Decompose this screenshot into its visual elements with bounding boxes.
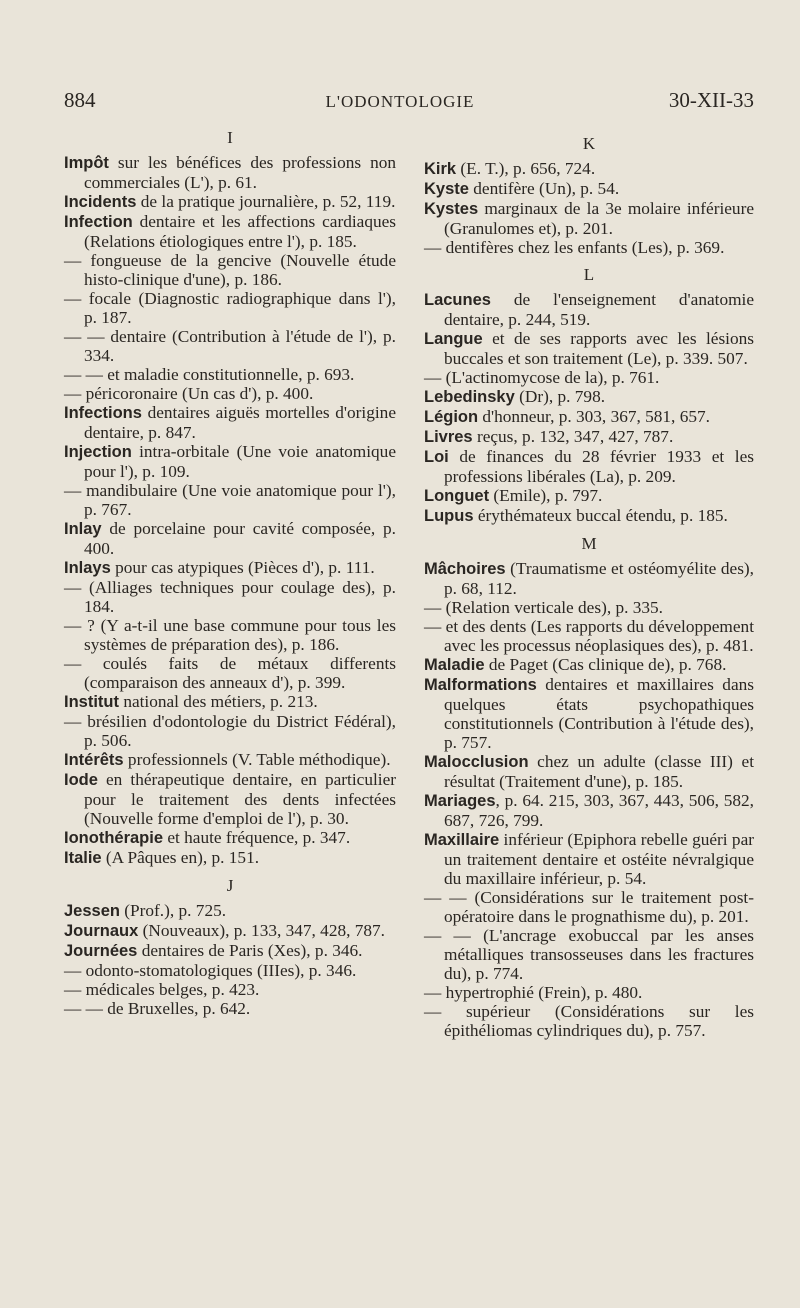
index-entry xyxy=(424,888,754,926)
index-entry xyxy=(424,752,754,791)
entry-text: — coulés faits de métaux differents (comparaison des anneaux d'), p. 399. xyxy=(64,654,396,692)
index-entry xyxy=(424,617,754,655)
entry-text: — — (Considérations sur le traitement post-opératoire dans le prognathisme du), p. 201. xyxy=(424,888,754,926)
entry-headword: Mariages xyxy=(424,792,496,810)
entry-text: — (Relation verticale des), p. 335. xyxy=(424,598,663,617)
entry-text: — dentifères chez les enfants (Les), p. 369. xyxy=(424,238,725,257)
section-letter: J xyxy=(226,876,234,895)
index-entry xyxy=(64,828,396,848)
entry-text: dentifère (Un), p. 54. xyxy=(468,179,620,198)
index-entry xyxy=(64,212,396,251)
entry-text: dentaires et maxillaires dans quelques états psychopathiques constitutionnels (Contribution à l'étude des), p. 757. xyxy=(444,675,754,752)
entry-text: (A Pâques en), p. 151. xyxy=(101,848,260,867)
index-entry xyxy=(424,506,754,526)
entry-text: (Emile), p. 797. xyxy=(489,486,603,505)
entry-headword: Journées xyxy=(64,942,138,960)
entry-text: (Prof.), p. 725. xyxy=(119,901,227,920)
entry-headword: Malformations xyxy=(424,676,537,694)
entry-text: — focale (Diagnostic radiographique dans l'), p. 187. xyxy=(64,289,396,327)
index-entry xyxy=(64,519,396,558)
index-entry xyxy=(64,365,396,384)
section-letter: I xyxy=(227,128,233,147)
entry-text: et haute fréquence, p. 347. xyxy=(163,828,351,847)
index-entry xyxy=(424,926,754,983)
entry-headword: Malocclusion xyxy=(424,753,529,771)
index-entry xyxy=(424,329,754,368)
entry-text: dentaires de Paris (Xes), p. 346. xyxy=(137,941,363,960)
journal-title: L'ODONTOLOGIE xyxy=(325,92,475,111)
index-entry xyxy=(64,578,396,616)
entry-text: de finances du 28 février 1933 et les professions libérales (La), p. 209. xyxy=(444,447,754,486)
issue-date: 30-XII-33 xyxy=(668,88,754,112)
index-entry xyxy=(64,442,396,481)
index-entry xyxy=(64,481,396,519)
index-entry xyxy=(64,712,396,750)
index-entry xyxy=(64,289,396,327)
entry-text: érythémateux buccal étendu, p. 185. xyxy=(473,506,728,525)
index-entry xyxy=(64,654,396,692)
index-entry xyxy=(64,692,396,712)
entry-headword: Lupus xyxy=(424,507,474,525)
entry-text: pour cas atypiques (Pièces d'), p. 111. xyxy=(110,558,375,577)
index-entry xyxy=(424,159,754,179)
index-entry xyxy=(64,961,396,980)
entry-headword: Inlay xyxy=(64,520,102,538)
entry-headword: Incidents xyxy=(64,193,137,211)
entry-headword: Lacunes xyxy=(424,291,491,309)
entry-text: — — de Bruxelles, p. 642. xyxy=(64,999,251,1018)
entry-text: (Nouveaux), p. 133, 347, 428, 787. xyxy=(138,921,385,940)
entry-text: — (L'actinomycose de la), p. 761. xyxy=(424,368,660,387)
index-entry xyxy=(64,980,396,999)
index-entry xyxy=(424,983,754,1002)
entry-text: reçus, p. 132, 347, 427, 787. xyxy=(472,427,674,446)
entry-headword: Langue xyxy=(424,330,483,348)
entry-text: , p. 64. 215, 303, 367, 443, 506, 582, 687, 726, 799. xyxy=(444,791,754,830)
index-entry xyxy=(64,616,396,654)
entry-text: — — (L'ancrage exobuccal par les anses métalliques transosseuses dans les fractures du), p. 774. xyxy=(424,926,754,983)
index-entry xyxy=(424,486,754,506)
entry-text: — (Alliages techniques pour coulage des), p. 184. xyxy=(64,578,396,616)
index-entry xyxy=(64,403,396,442)
entry-text: — — dentaire (Contribution à l'étude de l'), p. 334. xyxy=(64,327,396,365)
entry-headword: Kystes xyxy=(424,200,479,218)
index-entry xyxy=(64,153,396,192)
entry-text: et de ses rapports avec les lésions buccales et son traitement (Le), p. 339. 507. xyxy=(444,329,754,368)
index-entry xyxy=(64,941,396,961)
entry-headword: Infections xyxy=(64,404,142,422)
entry-headword: Ionothérapie xyxy=(64,829,164,847)
entry-text: — fongueuse de la gencive (Nouvelle étude histo-clinique d'une), p. 186. xyxy=(64,251,396,289)
entry-text: professionnels (V. Table méthodique). xyxy=(123,750,391,769)
index-entry xyxy=(424,447,754,486)
index-entry xyxy=(424,675,754,752)
index-entry xyxy=(64,251,396,289)
entry-headword: Journaux xyxy=(64,922,139,940)
index-entry xyxy=(64,558,396,578)
index-entry xyxy=(64,327,396,365)
entry-headword: Maxillaire xyxy=(424,831,500,849)
entry-text: — — et maladie constitutionnelle, p. 693. xyxy=(64,365,355,384)
entry-headword: Iode xyxy=(64,771,98,789)
entry-text: — mandibulaire (Une voie anatomique pour l'), p. 767. xyxy=(64,481,396,519)
index-entry xyxy=(64,384,396,403)
entry-headword: Injection xyxy=(64,443,132,461)
entry-headword: Légion xyxy=(424,408,479,426)
entry-text: inférieur (Epiphora rebelle guéri par un traitement dentaire et ostéite névralgique du maxillaire inférieur, p. 54. xyxy=(444,830,754,888)
entry-text: — odonto-stomatologiques (IIIes), p. 346. xyxy=(64,961,357,980)
entry-text: sur les bénéfices des professions non commerciales (L'), p. 61. xyxy=(84,153,396,192)
index-entry xyxy=(424,407,754,427)
entry-headword: Intérêts xyxy=(64,751,124,769)
index-entry xyxy=(424,238,754,257)
entry-headword: Livres xyxy=(424,428,473,446)
entry-text: (Dr), p. 798. xyxy=(514,387,606,406)
page-number: 884 xyxy=(64,88,96,112)
index-entry xyxy=(424,598,754,617)
index-entry xyxy=(64,192,396,212)
index-entry xyxy=(64,901,396,921)
index-entry xyxy=(424,179,754,199)
entry-text: de l'enseignement d'anatomie dentaire, p. 244, 519. xyxy=(444,290,754,329)
index-entry xyxy=(424,655,754,675)
entry-headword: Kyste xyxy=(424,180,469,198)
entry-text: (Traumatisme et ostéomyélite des), p. 68, 112. xyxy=(444,559,754,598)
entry-headword: Mâchoires xyxy=(424,560,506,578)
entry-text: intra-orbitale (Une voie anatomique pour l'), p. 109. xyxy=(84,442,396,481)
entry-text: marginaux de la 3e molaire inférieure (Granulomes et), p. 201. xyxy=(444,199,754,238)
index-entry xyxy=(424,559,754,598)
index-entry xyxy=(424,290,754,329)
entry-headword: Loi xyxy=(424,448,449,466)
entry-headword: Longuet xyxy=(424,487,490,505)
entry-text: — brésilien d'odontologie du District Fédéral), p. 506. xyxy=(64,712,396,750)
index-entry xyxy=(64,921,396,941)
entry-headword: Inlays xyxy=(64,559,111,577)
entry-headword: Jessen xyxy=(64,902,120,920)
entry-headword: Impôt xyxy=(64,154,109,172)
entry-text: — médicales belges, p. 423. xyxy=(64,980,260,999)
index-entry xyxy=(424,387,754,407)
index-entry xyxy=(424,427,754,447)
entry-headword: Kirk xyxy=(424,160,457,178)
entry-headword: Italie xyxy=(64,849,102,867)
index-entry xyxy=(424,199,754,238)
entry-text: de porcelaine pour cavité composée, p. 400. xyxy=(84,519,396,558)
right-column xyxy=(424,122,754,1040)
index-entry xyxy=(64,750,396,770)
section-letter: L xyxy=(583,265,595,284)
entry-text: national des métiers, p. 213. xyxy=(119,692,318,711)
entry-text: d'honneur, p. 303, 367, 581, 657. xyxy=(478,407,710,426)
entry-text: de Paget (Cas clinique de), p. 768. xyxy=(484,655,727,674)
entry-text: — hypertrophié (Frein), p. 480. xyxy=(424,983,643,1002)
index-entry xyxy=(424,791,754,830)
index-entry xyxy=(424,368,754,387)
entry-headword: Institut xyxy=(64,693,119,711)
entry-text: de la pratique journalière, p. 52, 119. xyxy=(136,192,396,211)
entry-text: — péricoronaire (Un cas d'), p. 400. xyxy=(64,384,314,403)
index-entry xyxy=(424,830,754,888)
left-column xyxy=(64,122,396,1018)
index-entry xyxy=(424,1002,754,1040)
entry-headword: Maladie xyxy=(424,656,485,674)
entry-text: (E. T.), p. 656, 724. xyxy=(456,159,596,178)
section-letter: M xyxy=(581,534,597,553)
entry-text: — supérieur (Considérations sur les épithéliomas cylindriques du), p. 757. xyxy=(424,1002,754,1040)
entry-text: dentaires aiguës mortelles d'origine dentaire, p. 847. xyxy=(84,403,396,442)
entry-text: dentaire et les affections cardiaques (Relations étiologiques entre l'), p. 185. xyxy=(84,212,396,251)
entry-text: chez un adulte (classe III) et résultat (Traitement d'une), p. 185. xyxy=(444,752,754,791)
index-entry xyxy=(64,848,396,868)
index-entry xyxy=(64,999,396,1018)
entry-text: en thérapeutique dentaire, en particulier pour le traitement des dents infectées (Nouvelle forme d'emploi de l'), p. 30. xyxy=(84,770,396,828)
entry-text: — ? (Y a-t-il une base commune pour tous les systèmes de préparation des), p. 186. xyxy=(64,616,396,654)
entry-headword: Lebedinsky xyxy=(424,388,515,406)
entry-text: — et des dents (Les rapports du développement avec les processus néoplasiques des), p. 481. xyxy=(424,617,754,655)
entry-headword: Infection xyxy=(64,213,133,231)
section-letter: K xyxy=(582,134,596,153)
index-entry xyxy=(64,770,396,828)
